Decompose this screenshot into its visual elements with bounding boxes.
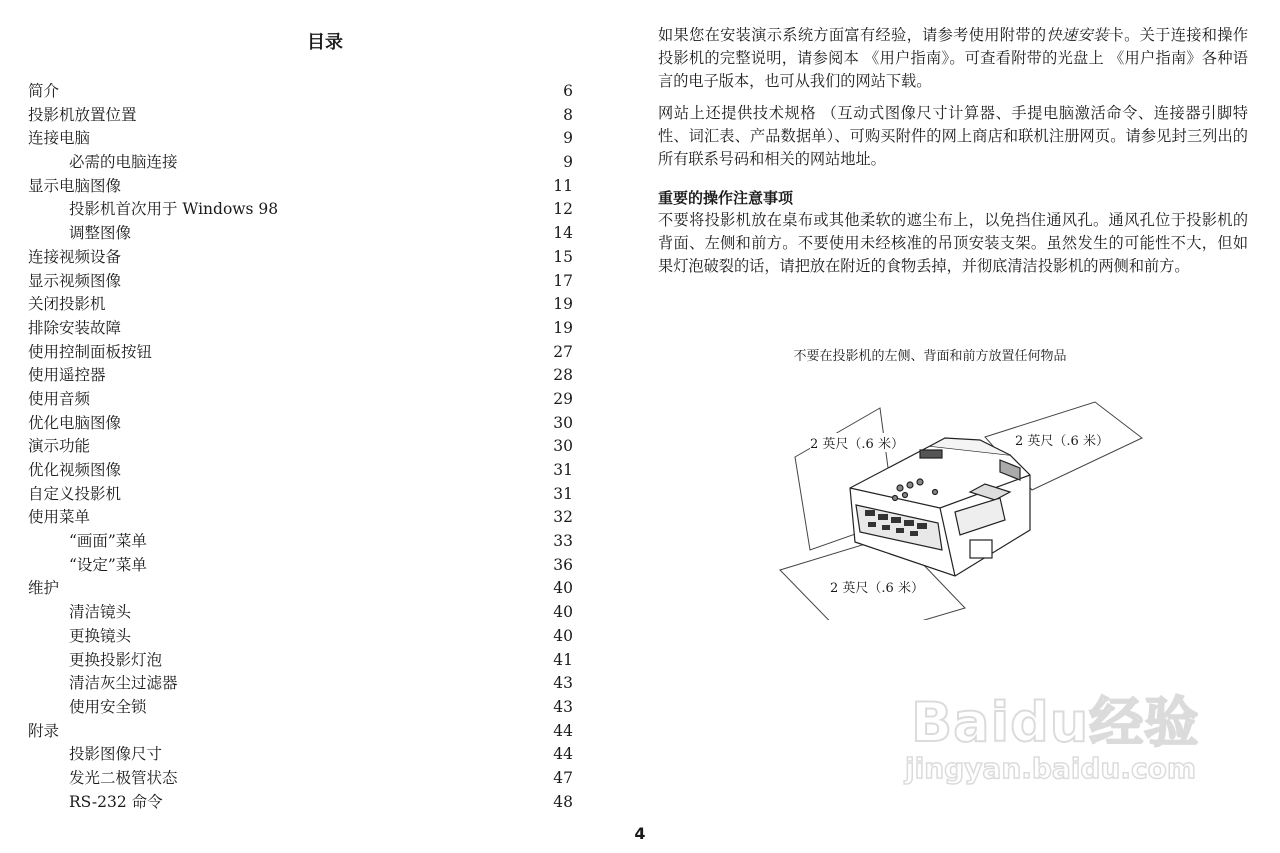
intro-paragraph-1 <box>658 24 1248 93</box>
toc-entry-label: 简介 <box>28 82 60 100</box>
toc-entry <box>28 435 573 459</box>
toc-title: 目录 <box>307 32 343 53</box>
toc-entry-page: 14 <box>553 224 573 243</box>
toc-entry-label: 使用安全锁 <box>69 697 147 716</box>
toc-entry <box>28 720 573 744</box>
toc-entry <box>28 554 573 578</box>
toc-entry-page: 19 <box>553 318 573 337</box>
toc-entry-label: 更换投影灯泡 <box>69 650 163 669</box>
intro-paragraph-2: 网站上还提供技术规格 （互动式图像尺寸计算器、手提电脑激活命令、连接器引脚特性、词汇表、产品数据单）、可购买附件的网上商店和联机注册网页。请参见封三列出的所有联系号码和相关的网站地址。 <box>658 104 1248 168</box>
toc-entry <box>28 625 573 649</box>
toc-entry-label: 显示电脑图像 <box>28 176 122 195</box>
toc-entry-page: 48 <box>553 792 573 811</box>
intro-text: 如果您在安装演示系统方面富有经验，请参考使用附带的 <box>658 26 1047 44</box>
toc-entry-page: 15 <box>553 247 573 266</box>
toc-entry <box>28 317 573 341</box>
toc-entry-page: 30 <box>553 437 573 456</box>
toc-entry-label: 显示视频图像 <box>28 271 122 290</box>
toc-entry-label: 使用音频 <box>28 389 91 408</box>
toc-entry <box>28 364 573 388</box>
toc-entry-label: 附录 <box>28 721 60 740</box>
toc-entry <box>28 791 573 815</box>
toc-entry-page: 6 <box>563 82 573 100</box>
toc-entry-page: 9 <box>563 153 573 172</box>
toc-entry-page: 40 <box>553 579 573 598</box>
toc-entry <box>28 222 573 246</box>
back-clearance-label: 2 英尺（.6 米） <box>1015 430 1109 449</box>
toc-entry-label: “画面”菜单 <box>69 532 147 551</box>
toc-entry-label: 投影机首次用于 Windows 98 <box>69 200 279 219</box>
toc-entry-page: 32 <box>553 508 573 527</box>
quick-setup-emphasis: 快速安装 <box>1046 26 1109 44</box>
right-column <box>658 24 1248 287</box>
table-of-contents <box>28 80 573 814</box>
toc-entry <box>28 388 573 412</box>
toc-entry <box>28 127 573 151</box>
toc-entry <box>28 80 573 104</box>
toc-entry-page: 31 <box>553 484 573 503</box>
precautions-body: 不要将投影机放在桌布或其他柔软的遮尘布上，以免挡住通风孔。通风孔位于投影机的背面、左侧和前方。不要使用未经核准的吊顶安装支架。虽然发生的可能性不大，但如果灯泡破裂的话，请把放在附近的食物丢掉，并彻底清洁投影机的两侧和前方。 <box>658 211 1248 275</box>
toc-entry <box>28 341 573 365</box>
toc-entry-label: 连接电脑 <box>28 129 91 148</box>
toc-entry-label: 清洁灰尘过滤器 <box>69 674 178 693</box>
toc-entry-page: 43 <box>553 697 573 716</box>
toc-entry <box>28 601 573 625</box>
toc-entry-label: 自定义投影机 <box>28 484 122 503</box>
toc-entry-page: 30 <box>553 413 573 432</box>
toc-entry-page: 12 <box>553 200 573 219</box>
left-clearance-label: 2 英尺（.6 米） <box>810 433 904 452</box>
page-number: 4 <box>634 824 646 843</box>
toc-entry-label: 优化视频图像 <box>28 461 122 479</box>
toc-entry <box>28 530 573 554</box>
toc-entry-label: 优化电脑图像 <box>28 413 122 432</box>
toc-entry-label: 发光二极管状态 <box>69 768 178 787</box>
toc-entry-page: 40 <box>553 603 573 622</box>
toc-entry-page: 33 <box>553 532 573 551</box>
toc-entry <box>28 151 573 175</box>
toc-entry <box>28 649 573 673</box>
toc-entry <box>28 246 573 270</box>
figure-caption: 不要在投影机的左侧、背面和前方放置任何物品 <box>793 349 1067 364</box>
toc-entry-label: 排除安装故障 <box>28 318 122 337</box>
toc-entry-page: 11 <box>553 176 573 195</box>
toc-entry-label: 使用控制面板按钮 <box>28 342 153 361</box>
toc-entry <box>28 577 573 601</box>
baidu-watermark <box>905 680 1205 790</box>
precautions-heading: 重要的操作注意事项 <box>658 189 794 207</box>
toc-entry-label: 关闭投影机 <box>28 295 106 314</box>
toc-entry <box>28 767 573 791</box>
toc-entry-label: RS-232 命令 <box>69 792 163 811</box>
toc-entry-page: 36 <box>553 555 573 574</box>
toc-entry <box>28 672 573 696</box>
toc-entry-page: 43 <box>553 674 573 693</box>
toc-entry <box>28 743 573 767</box>
toc-entry-label: 清洁镜头 <box>69 603 132 622</box>
toc-entry-label: 使用遥控器 <box>28 366 106 385</box>
toc-entry-label: 连接视频设备 <box>28 247 122 266</box>
toc-entry-label: 调整图像 <box>69 224 132 243</box>
toc-entry <box>28 104 573 128</box>
projector-clearance-figure <box>770 380 1170 620</box>
toc-entry <box>28 198 573 222</box>
toc-entry-page: 28 <box>553 366 573 385</box>
toc-entry <box>28 175 573 199</box>
toc-entry-page: 27 <box>553 342 573 361</box>
toc-entry <box>28 483 573 507</box>
toc-entry-page: 47 <box>553 768 573 787</box>
toc-entry-page: 41 <box>553 650 573 669</box>
baidu-jingyan-logo: Baidu经验 <box>911 691 1200 754</box>
toc-entry-label: 使用菜单 <box>28 508 91 527</box>
toc-entry-page: 44 <box>553 745 573 764</box>
toc-entry <box>28 506 573 530</box>
toc-entry-label: 投影图像尺寸 <box>69 745 163 764</box>
toc-entry-page: 40 <box>553 626 573 645</box>
toc-entry-page: 44 <box>553 721 573 740</box>
intro-text-cont: 卡。关于连接和操作投影机的完整说明，请参阅本 《用户指南》。可查看附带的光盘上 《用户指南》各种语言的电子版本，也可从我们的网站下载。 <box>658 26 1249 90</box>
toc-entry-label: 演示功能 <box>28 437 91 456</box>
toc-entry-label: 更换镜头 <box>69 626 132 645</box>
front-clearance-label: 2 英尺（.6 米） <box>830 577 924 596</box>
toc-entry-label: 维护 <box>28 579 60 598</box>
toc-entry <box>28 293 573 317</box>
toc-entry <box>28 412 573 436</box>
toc-entry-page: 8 <box>563 105 573 124</box>
toc-entry-page: 19 <box>553 295 573 314</box>
toc-entry <box>28 270 573 294</box>
toc-entry-page: 9 <box>563 129 573 148</box>
toc-entry-page: 31 <box>553 461 573 479</box>
projector-body <box>850 438 1030 576</box>
toc-entry <box>28 696 573 720</box>
toc-entry-label: 必需的电脑连接 <box>69 153 178 172</box>
watermark-url: jingyan.baidu.com <box>905 752 1197 785</box>
toc-entry-page: 17 <box>553 271 573 290</box>
toc-entry <box>28 459 573 483</box>
toc-entry-label: “设定”菜单 <box>69 555 147 574</box>
toc-entry-label: 投影机放置位置 <box>28 105 137 124</box>
toc-entry-page: 29 <box>553 389 573 408</box>
